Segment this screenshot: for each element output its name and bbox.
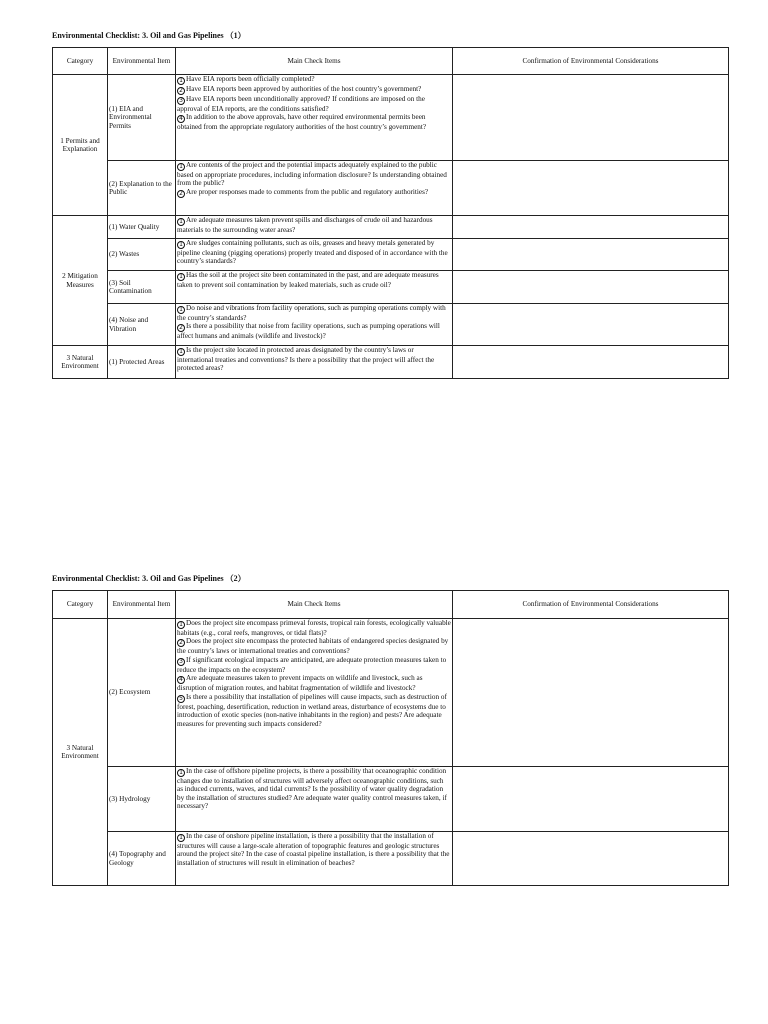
check-items-cell bbox=[176, 832, 453, 886]
circled-number-icon: 1 bbox=[177, 769, 185, 777]
circled-number-icon: 2 bbox=[177, 324, 185, 332]
confirmation-cell bbox=[453, 161, 729, 216]
table-row bbox=[53, 619, 729, 767]
environmental-item-cell: (4) Topography and Geology bbox=[108, 832, 176, 886]
circled-number-icon: 1 bbox=[177, 77, 185, 85]
check-items-cell bbox=[176, 767, 453, 832]
circled-number-icon: 1 bbox=[177, 306, 185, 314]
checklist-table bbox=[52, 590, 729, 886]
confirmation-cell bbox=[453, 75, 729, 161]
confirmation-cell bbox=[453, 216, 729, 239]
check-item: 1 Do noise and vibrations from facility operations, such as pumping operations comply with the country’s standards? bbox=[177, 304, 446, 322]
circled-number-icon: 3 bbox=[177, 658, 185, 666]
environmental-item-cell: (3) Hydrology bbox=[108, 767, 176, 832]
environmental-item-cell: (2) Wastes bbox=[108, 239, 176, 271]
table-row bbox=[53, 239, 729, 271]
check-item: 3 Have EIA reports been unconditionally approved? If conditions are imposed on the approval of EIA reports, are the conditions satisfied? bbox=[177, 95, 425, 113]
table-row bbox=[53, 161, 729, 216]
check-item: 4 Are adequate measures taken to prevent impacts on wildlife and livestock, such as disruption of migration routes, and habitat fragmentation of wildlife and livestock? bbox=[177, 674, 423, 693]
confirmation-cell bbox=[453, 239, 729, 271]
check-item: 1 Is the project site located in protected areas designated by the country’s laws or international treaties and conventions? Is there a possibility that the project will affect the protected areas? bbox=[177, 346, 435, 373]
circled-number-icon: 4 bbox=[177, 115, 185, 123]
check-item: 1 Does the project site encompass primeval forests, tropical rain forests, ecologically valuable habitats (e.g., coral reefs, mangroves, or tidal flats)? bbox=[177, 619, 451, 637]
confirmation-cell bbox=[453, 271, 729, 304]
check-items-cell bbox=[176, 161, 453, 216]
check-item: 1 In the case of onshore pipeline installation, is there a possibility that the installation of structures will cause a large-scale alteration of topographic features and geologic structures around the project site? In the case of coastal pipeline installation, is there a possibility that the installation of structures will result in elimination of beaches? bbox=[177, 832, 450, 867]
circled-number-icon: 3 bbox=[177, 97, 185, 105]
environmental-item-cell: (1) EIA and Environmental Permits bbox=[108, 75, 176, 161]
circled-number-icon: 1 bbox=[177, 273, 185, 281]
check-item: 1 In the case of offshore pipeline projects, is there a possibility that oceanographic condition changes due to installation of structures will adversely affect oceanographic conditions, such as induced currents, waves, and tidal currents? Is the possibility of water quality degradation by the installation of structures studied? Are adequate water quality control measures taken, if necessary? bbox=[177, 767, 447, 811]
table-row bbox=[53, 832, 729, 886]
header-environmental-item: Environmental Item bbox=[108, 591, 176, 619]
check-item: 3 If significant ecological impacts are anticipated, are adequate protection measures taken to reduce the impacts on the ecosystem? bbox=[177, 655, 447, 674]
check-item: 2 Is there a possibility that noise from facility operations, such as pumping operations will affect humans and animals (wildlife and livestock)? bbox=[177, 322, 440, 341]
category-cell: 1 Permits and Explanation bbox=[53, 75, 108, 216]
environmental-item-cell: (1) Water Quality bbox=[108, 216, 176, 239]
table-row bbox=[53, 75, 729, 161]
checklist-table bbox=[52, 47, 729, 379]
header-row bbox=[53, 48, 729, 75]
check-item: 1 Has the soil at the project site been contaminated in the past, and are adequate measures taken to prevent soil contamination by leaked materials, such as crude oil? bbox=[177, 271, 439, 289]
circled-number-icon: 5 bbox=[177, 695, 185, 703]
header-category: Category bbox=[53, 591, 108, 619]
header-main-check-items: Main Check Items bbox=[176, 48, 453, 75]
check-items-cell bbox=[176, 216, 453, 239]
circled-number-icon: 4 bbox=[177, 676, 185, 684]
environmental-item-cell: (1) Protected Areas bbox=[108, 346, 176, 379]
sheet-title: Environmental Checklist: 3. Oil and Gas Pipelines （1） bbox=[52, 31, 246, 40]
check-item: 2 Have EIA reports been approved by authorities of the host country’s government? bbox=[177, 85, 451, 95]
confirmation-cell bbox=[453, 832, 729, 886]
check-item: 4 In addition to the above approvals, have other required environmental permits been obtained from the appropriate regulatory authorities of the host country’s government? bbox=[177, 113, 427, 132]
category-cell: 2 Mitigation Measures bbox=[53, 216, 108, 346]
check-item: 2 Does the project site encompass the protected habitats of endangered species designated by the country’s laws or international treaties and conventions? bbox=[177, 637, 449, 656]
header-confirmation: Confirmation of Environmental Considerations bbox=[453, 591, 729, 619]
table-row bbox=[53, 304, 729, 346]
header-confirmation: Confirmation of Environmental Considerations bbox=[453, 48, 729, 75]
environmental-item-cell: (2) Explanation to the Public bbox=[108, 161, 176, 216]
circled-number-icon: 1 bbox=[177, 621, 185, 629]
check-item: 1 Are contents of the project and the potential impacts adequately explained to the public based on appropriate procedures, including information disclosure? Is understanding obtained from the public? bbox=[177, 161, 447, 188]
circled-number-icon: 2 bbox=[177, 639, 185, 647]
check-item: 5 Is there a possibility that installation of pipelines will cause impacts, such as destruction of forest, poaching, desertification, reduction in wetland areas, disturbance of ecosystems due to introduction of exotic species (non-native inhabitants in the region) and pests? Are adequate measures for preventing such impacts considered? bbox=[177, 692, 447, 728]
check-item: 1 Are adequate measures taken prevent spills and discharges of crude oil and hazardous materials to the surrounding water areas? bbox=[177, 216, 433, 234]
environmental-item-cell: (3) Soil Contamination bbox=[108, 271, 176, 304]
header-category: Category bbox=[53, 48, 108, 75]
table-row bbox=[53, 271, 729, 304]
check-items-cell bbox=[176, 619, 453, 767]
circled-number-icon: 1 bbox=[177, 834, 185, 842]
confirmation-cell bbox=[453, 304, 729, 346]
header-environmental-item: Environmental Item bbox=[108, 48, 176, 75]
header-main-check-items: Main Check Items bbox=[176, 591, 453, 619]
table-row bbox=[53, 767, 729, 832]
circled-number-icon: 2 bbox=[177, 87, 185, 95]
sheet-title: Environmental Checklist: 3. Oil and Gas Pipelines （2） bbox=[52, 574, 246, 583]
check-items-cell bbox=[176, 346, 453, 379]
check-item: 1 Are sludges containing pollutants, such as oils, greases and heavy metals generated by pipeline cleaning (pigging operations) properly treated and disposed of in accordance with the country’s standards? bbox=[177, 239, 448, 266]
category-cell: 3 Natural Environment bbox=[53, 346, 108, 379]
confirmation-cell bbox=[453, 619, 729, 767]
category-cell: 3 Natural Environment bbox=[53, 619, 108, 886]
check-item: 1 Have EIA reports been officially completed? bbox=[177, 75, 451, 85]
check-item: 2 Are proper responses made to comments from the public and regulatory authorities? bbox=[177, 188, 451, 198]
environmental-item-cell: (4) Noise and Vibration bbox=[108, 304, 176, 346]
confirmation-cell bbox=[453, 346, 729, 379]
check-items-cell bbox=[176, 271, 453, 304]
circled-number-icon: 1 bbox=[177, 163, 185, 171]
header-row bbox=[53, 591, 729, 619]
check-items-cell bbox=[176, 239, 453, 271]
check-items-cell bbox=[176, 75, 453, 161]
environmental-item-cell: (2) Ecosystem bbox=[108, 619, 176, 767]
table-row bbox=[53, 216, 729, 239]
confirmation-cell bbox=[453, 767, 729, 832]
circled-number-icon: 1 bbox=[177, 218, 185, 226]
check-items-cell bbox=[176, 304, 453, 346]
table-row bbox=[53, 346, 729, 379]
circled-number-icon: 2 bbox=[177, 190, 185, 198]
circled-number-icon: 1 bbox=[177, 348, 185, 356]
circled-number-icon: 1 bbox=[177, 241, 185, 249]
